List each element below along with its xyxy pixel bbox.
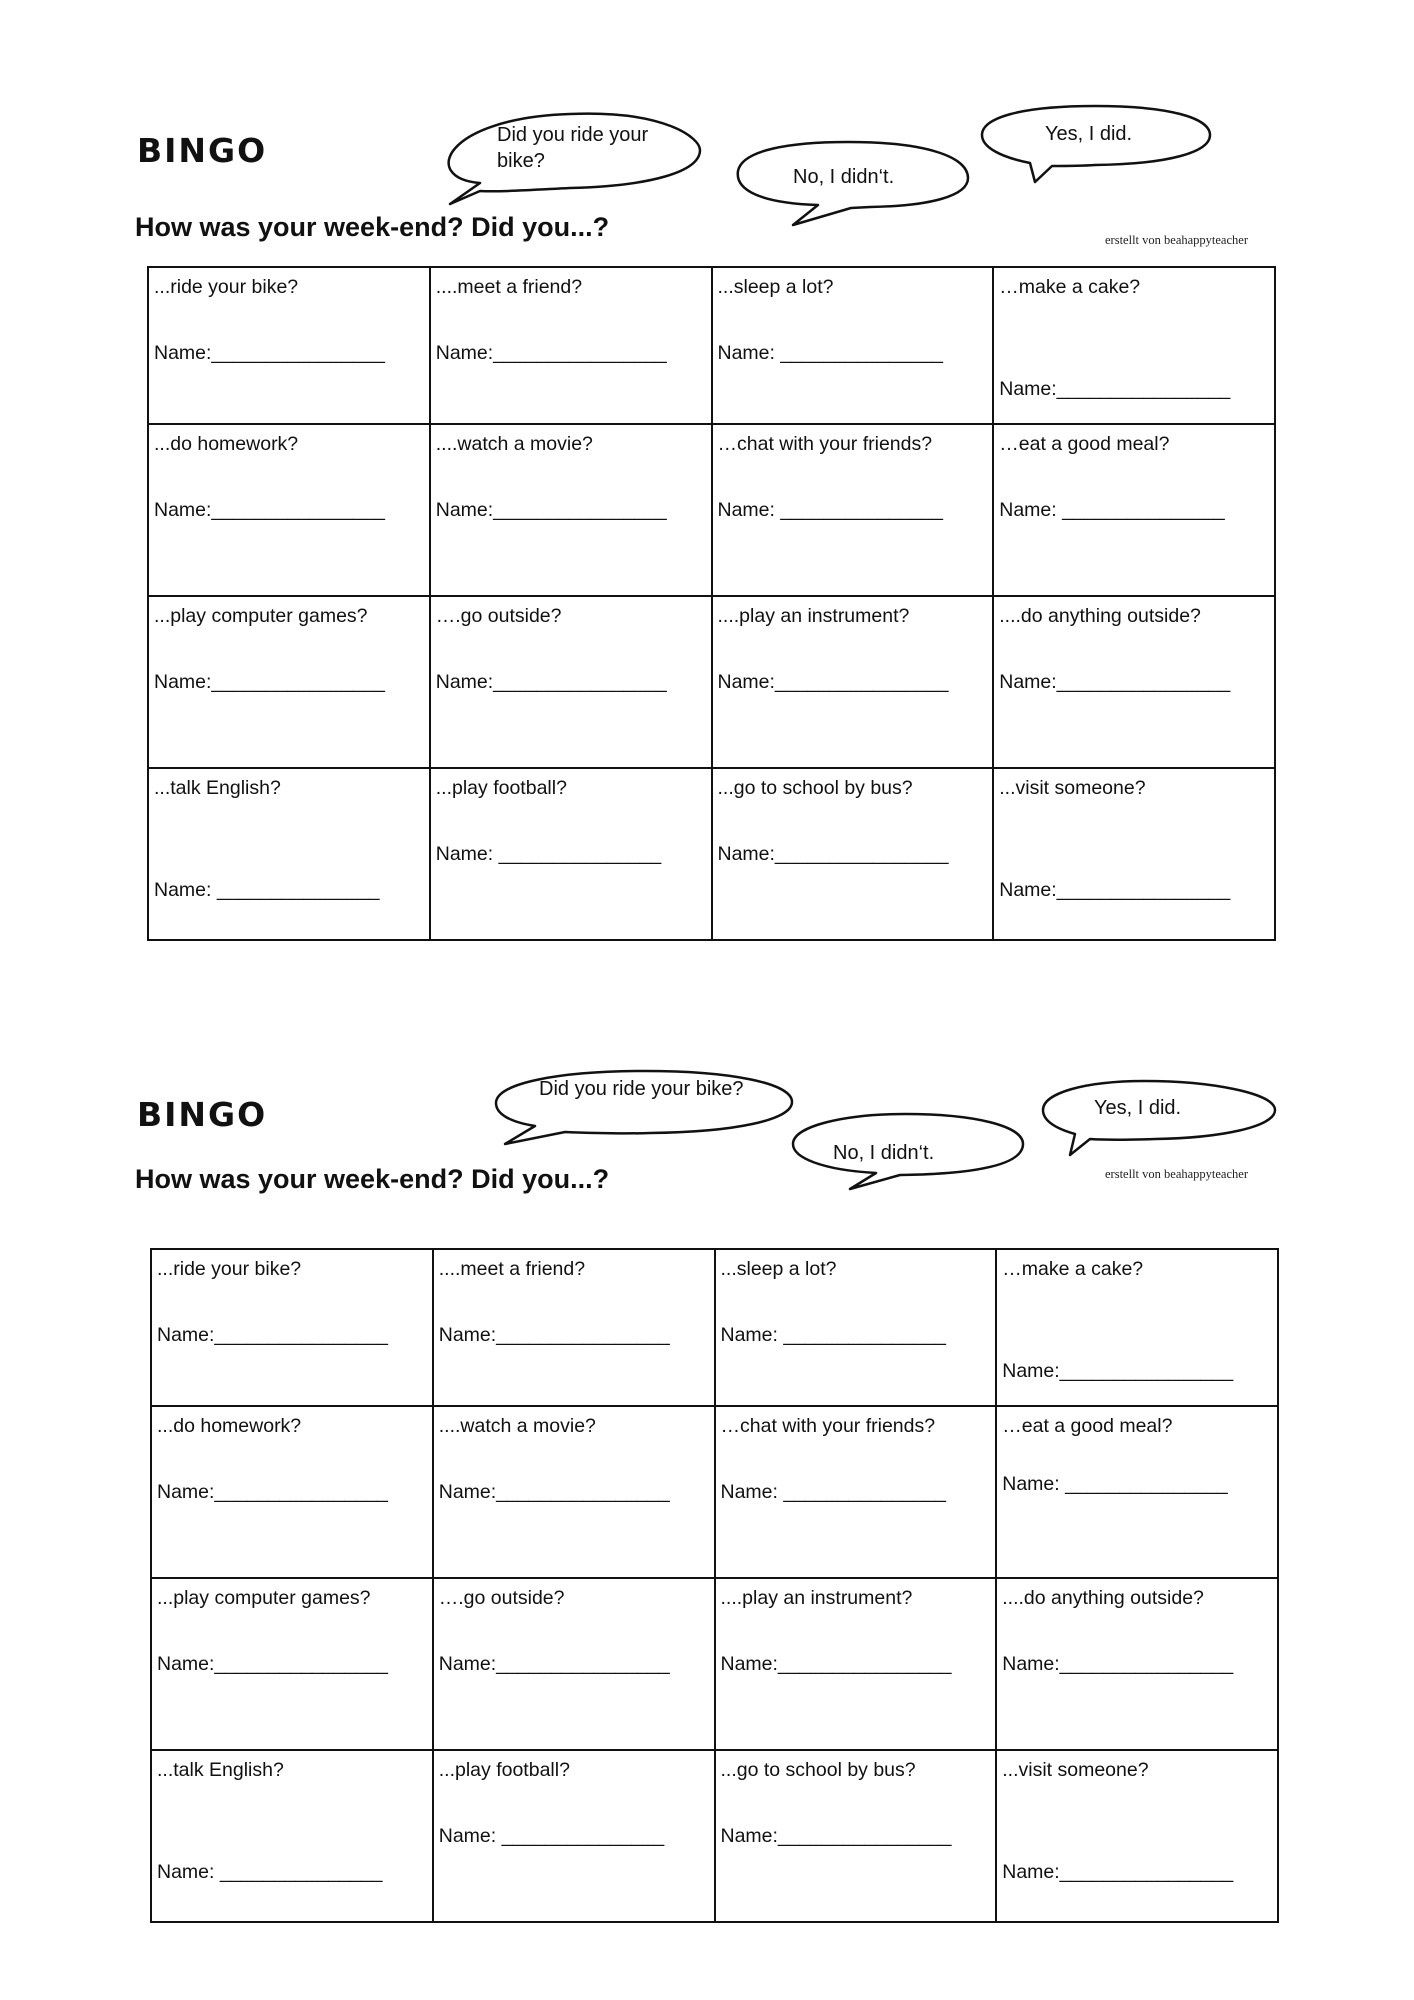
bingo-cell	[151, 1249, 433, 1406]
bingo-cell	[996, 1249, 1278, 1406]
bingo-cell	[151, 1578, 433, 1750]
bingo-cell	[993, 596, 1275, 768]
cell-question: ....meet a friend?	[435, 276, 583, 298]
cell-question: ....watch a movie?	[435, 433, 593, 455]
cell-question: ....meet a friend?	[438, 1258, 586, 1280]
cell-name-line[interactable]: Name:________________	[157, 1324, 388, 1346]
bingo-cell	[712, 424, 994, 596]
bingo-row	[148, 768, 1275, 940]
cell-question: ...play computer games?	[157, 1587, 371, 1609]
bingo-cell	[148, 424, 430, 596]
bingo-cell	[151, 1750, 433, 1922]
bingo-cell	[715, 1578, 997, 1750]
cell-question: ....do anything outside?	[999, 605, 1201, 627]
bingo-sheet-1	[0, 0, 1414, 980]
cell-name-line[interactable]: Name:________________	[154, 499, 385, 521]
cell-name-line[interactable]: Name: _______________	[1002, 1473, 1228, 1495]
cell-question: ...ride your bike?	[157, 1258, 302, 1280]
cell-question: …chat with your friends?	[717, 433, 933, 455]
worksheet-subtitle: How was your week-end? Did you...?	[135, 1164, 610, 1194]
bingo-cell	[433, 1406, 715, 1578]
cell-question: …make a cake?	[999, 276, 1141, 298]
bingo-grid	[150, 1248, 1279, 1923]
cell-question: ...go to school by bus?	[717, 777, 913, 799]
bingo-sheet-2	[0, 950, 1414, 1930]
bingo-cell	[430, 267, 712, 424]
cell-question: ....play an instrument?	[720, 1587, 913, 1609]
cell-question: ...visit someone?	[1002, 1759, 1149, 1781]
bingo-cell	[148, 596, 430, 768]
bingo-row	[151, 1578, 1278, 1750]
bingo-title: BINGO	[137, 131, 268, 170]
cell-name-line[interactable]: Name:________________	[154, 342, 385, 364]
yes-bubble-text: Yes, I did.	[1045, 123, 1133, 145]
cell-question: ...sleep a lot?	[717, 276, 834, 298]
yes-bubble-text: Yes, I did.	[1094, 1097, 1182, 1119]
cell-question: …eat a good meal?	[999, 433, 1170, 455]
cell-question: ...ride your bike?	[154, 276, 299, 298]
cell-question: ....do anything outside?	[1002, 1587, 1204, 1609]
cell-name-line[interactable]: Name:________________	[999, 671, 1231, 693]
cell-question: ...play football?	[435, 777, 567, 799]
bingo-cell	[433, 1578, 715, 1750]
credit-text: erstellt von beahappyteacher	[1105, 1167, 1248, 1181]
bingo-cell	[148, 768, 430, 940]
bingo-cell	[993, 267, 1275, 424]
cell-question: ….go outside?	[435, 605, 562, 627]
cell-name-line[interactable]: Name:________________	[438, 1481, 670, 1503]
cell-name-line[interactable]: Name:________________	[157, 1653, 388, 1675]
cell-question: ....watch a movie?	[438, 1415, 596, 1437]
no-bubble-text: No, I didn‘t.	[793, 166, 895, 188]
bingo-title: BINGO	[137, 1095, 268, 1134]
cell-name-line[interactable]: Name: _______________	[435, 843, 662, 865]
cell-question: …eat a good meal?	[1002, 1415, 1173, 1437]
bingo-cell	[430, 596, 712, 768]
question-bubble-line-2: bike?	[497, 150, 545, 172]
bingo-cell	[151, 1406, 433, 1578]
cell-question: ...visit someone?	[999, 777, 1146, 799]
bingo-cell	[433, 1750, 715, 1922]
question-bubble-line-1: Did you ride your	[497, 124, 649, 146]
cell-name-line[interactable]: Name:________________	[154, 671, 385, 693]
cell-name-line[interactable]: Name:________________	[438, 1653, 670, 1675]
bingo-cell	[712, 267, 994, 424]
bingo-cell	[996, 1750, 1278, 1922]
bingo-cell	[712, 596, 994, 768]
bingo-row	[151, 1750, 1278, 1922]
bingo-row	[148, 596, 1275, 768]
cell-name-line[interactable]: Name:________________	[1002, 1360, 1234, 1382]
question-bubble-text: Did you ride your bike?	[539, 1078, 744, 1100]
question-bubble-text	[497, 122, 648, 174]
cell-name-line[interactable]: Name:________________	[435, 342, 667, 364]
worksheet-subtitle: How was your week-end? Did you...?	[135, 212, 610, 242]
bingo-cell	[430, 768, 712, 940]
cell-name-line[interactable]: Name: _______________	[720, 1324, 947, 1346]
cell-name-line[interactable]: Name:________________	[720, 1653, 952, 1675]
cell-name-line[interactable]: Name: _______________	[438, 1825, 665, 1847]
cell-name-line[interactable]: Name:________________	[157, 1481, 388, 1503]
bingo-cell	[715, 1750, 997, 1922]
cell-name-line[interactable]: Name:________________	[720, 1825, 952, 1847]
cell-question: ...talk English?	[157, 1759, 284, 1781]
cell-question: ….go outside?	[438, 1587, 565, 1609]
cell-name-line[interactable]: Name:________________	[717, 843, 949, 865]
bingo-cell	[996, 1578, 1278, 1750]
cell-question: ...talk English?	[154, 777, 281, 799]
cell-question: ...go to school by bus?	[720, 1759, 916, 1781]
bingo-grid	[147, 266, 1276, 941]
bingo-row	[148, 424, 1275, 596]
bingo-cell	[433, 1249, 715, 1406]
cell-question: ...do homework?	[154, 433, 299, 455]
bingo-row	[151, 1406, 1278, 1578]
bingo-cell	[996, 1406, 1278, 1578]
bingo-row	[148, 267, 1275, 424]
cell-name-line[interactable]: Name: _______________	[717, 499, 944, 521]
cell-name-line[interactable]: Name:________________	[717, 671, 949, 693]
cell-name-line[interactable]: Name: _______________	[157, 1861, 383, 1883]
cell-name-line[interactable]: Name:________________	[1002, 1653, 1234, 1675]
bingo-cell	[148, 267, 430, 424]
cell-name-line[interactable]: Name: _______________	[999, 499, 1225, 521]
bingo-cell	[715, 1406, 997, 1578]
cell-question: ...sleep a lot?	[720, 1258, 837, 1280]
bingo-cell	[430, 424, 712, 596]
cell-name-line[interactable]: Name:________________	[999, 879, 1231, 901]
cell-name-line[interactable]: Name: _______________	[717, 342, 944, 364]
cell-name-line[interactable]: Name:________________	[438, 1324, 670, 1346]
bingo-cell	[712, 768, 994, 940]
credit-text: erstellt von beahappyteacher	[1105, 233, 1248, 247]
bingo-row	[151, 1249, 1278, 1406]
cell-question: …make a cake?	[1002, 1258, 1144, 1280]
cell-name-line[interactable]: Name:________________	[435, 671, 667, 693]
cell-question: ...do homework?	[157, 1415, 302, 1437]
cell-question: ...play computer games?	[154, 605, 368, 627]
cell-question: ....play an instrument?	[717, 605, 910, 627]
cell-name-line[interactable]: Name:________________	[435, 499, 667, 521]
bingo-cell	[993, 424, 1275, 596]
cell-question: …chat with your friends?	[720, 1415, 936, 1437]
cell-name-line[interactable]: Name:________________	[999, 378, 1231, 400]
bingo-cell	[715, 1249, 997, 1406]
cell-name-line[interactable]: Name:________________	[1002, 1861, 1234, 1883]
no-bubble-text: No, I didn‘t.	[833, 1142, 935, 1164]
cell-name-line[interactable]: Name: _______________	[720, 1481, 947, 1503]
cell-question: ...play football?	[438, 1759, 570, 1781]
bingo-cell	[993, 768, 1275, 940]
cell-name-line[interactable]: Name: _______________	[154, 879, 380, 901]
